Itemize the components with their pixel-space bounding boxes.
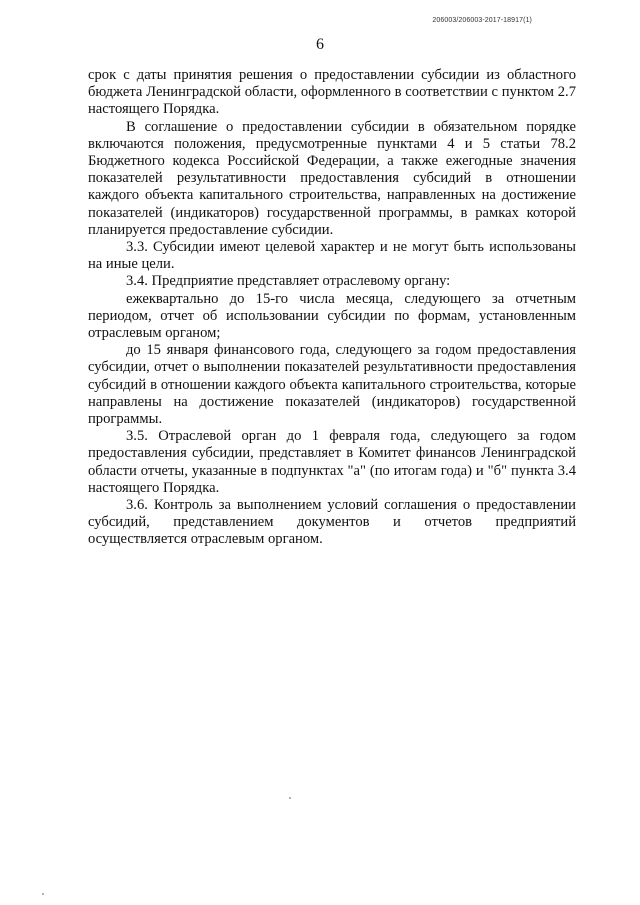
paragraph-3-5: 3.5. Отраслевой орган до 1 февраля года, следующего за годом предоставления субсидии, представляет в Комитет финансов Ленинградской области отчеты, указанные в подпунктах "а" (по итогам года) и "б" пункта 3.4 настоящего Порядка. — [88, 428, 576, 496]
document-body — [88, 67, 576, 549]
scan-speck — [289, 797, 291, 799]
paragraph-3-3: 3.3. Субсидии имеют целевой характер и не могут быть использованы на иные цели. — [88, 239, 576, 273]
paragraph-agreement-provisions: В соглашение о предоставлении субсидии в обязательном порядке включаются положения, предусмотренные пунктами 4 и 5 статьи 78.2 Бюджетного кодекса Российской Федерации, а также ежегодные значения показателей результативности предоставления субсидий в отношении каждого объекта капитального строительства, направленных на достижение показателей (индикаторов) государственной программы, в рамках которой планируется предоставление субсидии. — [88, 118, 576, 238]
document-id: 206003/206003-2017-18917(1) — [432, 17, 532, 24]
paragraph-3-6: 3.6. Контроль за выполнением условий соглашения о предоставлении субсидий, представлением документов и отчетов предприятий осуществляется отраслевым органом. — [88, 497, 576, 548]
page-number: 6 — [316, 36, 324, 53]
paragraph-3-4-annual: до 15 января финансового года, следующего за годом предоставления субсидии, отчет о выполнении показателей результативности предоставления субсидий в отношении каждого объекта капитального строительства, которые направлены на достижение показателей (индикаторов) государственной программы. — [88, 342, 576, 428]
paragraph-3-4: 3.4. Предприятие представляет отраслевому органу: — [126, 273, 451, 290]
paragraph-continuation: срок с даты принятия решения о предоставлении субсидии из областного бюджета Ленинградской области, оформленного в соответствии с пунктом 2.7 настоящего Порядка. — [88, 67, 576, 118]
scan-speck — [42, 893, 44, 895]
paragraph-3-4-quarterly: ежеквартально до 15-го числа месяца, следующего за отчетным периодом, отчет об использовании субсидии по формам, установленным отраслевым органом; — [88, 290, 576, 342]
